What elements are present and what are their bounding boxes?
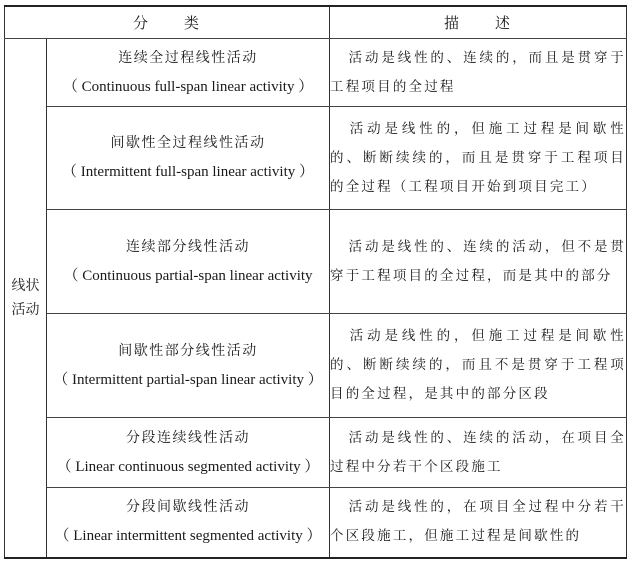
category-name-en: （ Intermittent partial-span linear activity ） — [53, 371, 323, 388]
table-row — [5, 418, 627, 488]
category-name-en: （ Continuous full-span linear activity ） — [62, 78, 314, 95]
category-name-en: （ Linear continuous segmented activity ） — [56, 458, 320, 475]
table-row — [5, 488, 627, 558]
table-header-row — [5, 6, 627, 39]
category-cell — [47, 39, 330, 107]
description-cell — [330, 39, 627, 107]
category-name-zh: 连续全过程线性活动 — [118, 49, 258, 66]
category-name-zh: 分段间歇线性活动 — [126, 499, 250, 516]
table-row — [5, 39, 627, 107]
category-name-en: （ Intermittent full-span linear activity ） — [62, 164, 315, 180]
header-category: 分 类 — [5, 6, 330, 39]
description-cell — [330, 314, 627, 418]
category-name-zh: 连续部分线性活动 — [126, 238, 250, 255]
category-cell — [47, 314, 330, 418]
group-label-linear-activity — [5, 39, 47, 558]
table-row — [5, 314, 627, 418]
table-row — [5, 107, 627, 210]
description-text: 活动是线性的，但施工过程是间歇性的、断断续续的，而且是贯穿于工程项目的全过程（工程项目开始到项目完工） — [330, 120, 627, 195]
description-text: 活动是线性的，在项目全过程中分若干个区段施工，但施工过程是间歇性的 — [330, 499, 627, 545]
category-cell — [47, 210, 330, 314]
classification-table — [4, 5, 627, 559]
category-name-zh: 间歇性全过程线性活动 — [110, 135, 266, 151]
description-cell — [330, 488, 627, 558]
description-cell — [330, 107, 627, 210]
category-cell — [47, 418, 330, 488]
category-cell — [47, 107, 330, 210]
category-name-en: （ Linear intermittent segmented activity ） — [54, 528, 322, 545]
category-name-zh: 间歇性部分线性活动 — [118, 342, 258, 359]
description-cell — [330, 210, 627, 314]
category-name-en: （ Continuous partial-span linear activity — [63, 267, 313, 284]
header-description: 描 述 — [330, 6, 627, 39]
description-text: 活动是线性的、连续的活动，但不是贯穿于工程项目的全过程，而是其中的部分 — [330, 238, 627, 284]
table-row — [5, 210, 627, 314]
category-cell — [47, 488, 330, 558]
description-text: 活动是线性的，但施工过程是间歇性的、断断续续的，而且不是贯穿于工程项目的全过程，是其中的部分区段 — [330, 328, 627, 402]
description-text: 活动是线性的、连续的活动，在项目全过程中分若干个区段施工 — [330, 429, 627, 475]
description-cell — [330, 418, 627, 488]
description-text: 活动是线性的、连续的，而且是贯穿于工程项目的全过程 — [330, 49, 627, 95]
group-label-text: 线状活动 — [11, 277, 40, 318]
category-name-zh: 分段连续线性活动 — [126, 429, 250, 446]
